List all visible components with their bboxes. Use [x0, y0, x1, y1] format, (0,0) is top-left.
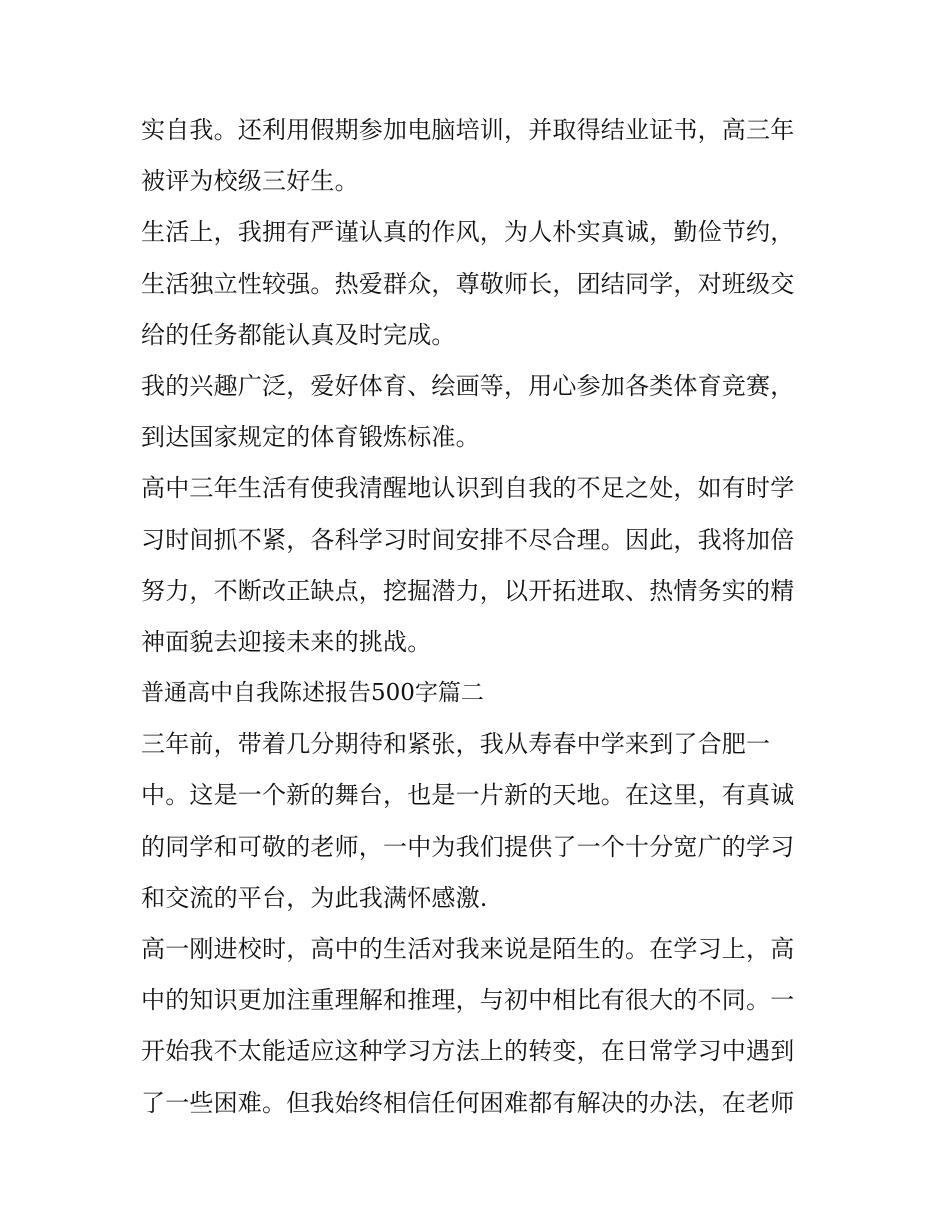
text-line: 神面貌去迎接未来的挑战。	[141, 627, 432, 656]
text-line: 被评为校级三好生。	[141, 167, 359, 196]
text-line: 高中三年生活有使我清醒地认识到自我的不足之处，如有时学	[141, 474, 795, 503]
text-line: 习时间抓不紧，各科学习时间安排不尽合理。因此，我将加倍	[141, 525, 795, 554]
text-line: 生活独立性较强。热爱群众，尊敬师长，团结同学，对班级交	[141, 269, 795, 298]
text-line: 到达国家规定的体育锻炼标准。	[141, 423, 480, 452]
text-line: 实自我。还利用假期参加电脑培训，并取得结业证书，高三年	[141, 116, 795, 144]
text-line: 努力，不断改正缺点，挖掘潜力，以开拓进取、热情务实的精	[141, 576, 795, 605]
text-line: 我的兴趣广泛，爱好体育、绘画等，用心参加各类体育竞赛，	[141, 371, 795, 400]
text-line: 高一刚进校时，高中的生活对我来说是陌生的。在学习上，高	[141, 935, 795, 963]
text-line: 和交流的平台，为此我满怀感激.	[141, 883, 488, 912]
text-line: 生活上，我拥有严谨认真的作风，为人朴实真诚，勤俭节约，	[141, 218, 795, 247]
text-line: 中的知识更加注重理解和推理，与初中相比有很大的不同。一	[141, 986, 795, 1015]
section-heading: 普通高中自我陈述报告500字篇二	[141, 680, 484, 707]
document-body	[141, 105, 813, 1129]
text-line: 开始我不太能适应这种学习方法上的转变，在日常学习中遇到	[141, 1037, 795, 1066]
text-line: 的同学和可敬的老师，一中为我们提供了一个十分宽广的学习	[141, 832, 795, 861]
text-line: 给的任务都能认真及时完成。	[141, 320, 456, 349]
text-line: 三年前，带着几分期待和紧张，我从寿春中学来到了合肥一	[141, 730, 771, 759]
text-line: 了一些困难。但我始终相信任何困难都有解决的办法，在老师	[141, 1088, 795, 1117]
text-line: 中。这是一个新的舞台，也是一片新的天地。在这里，有真诚	[141, 781, 795, 810]
